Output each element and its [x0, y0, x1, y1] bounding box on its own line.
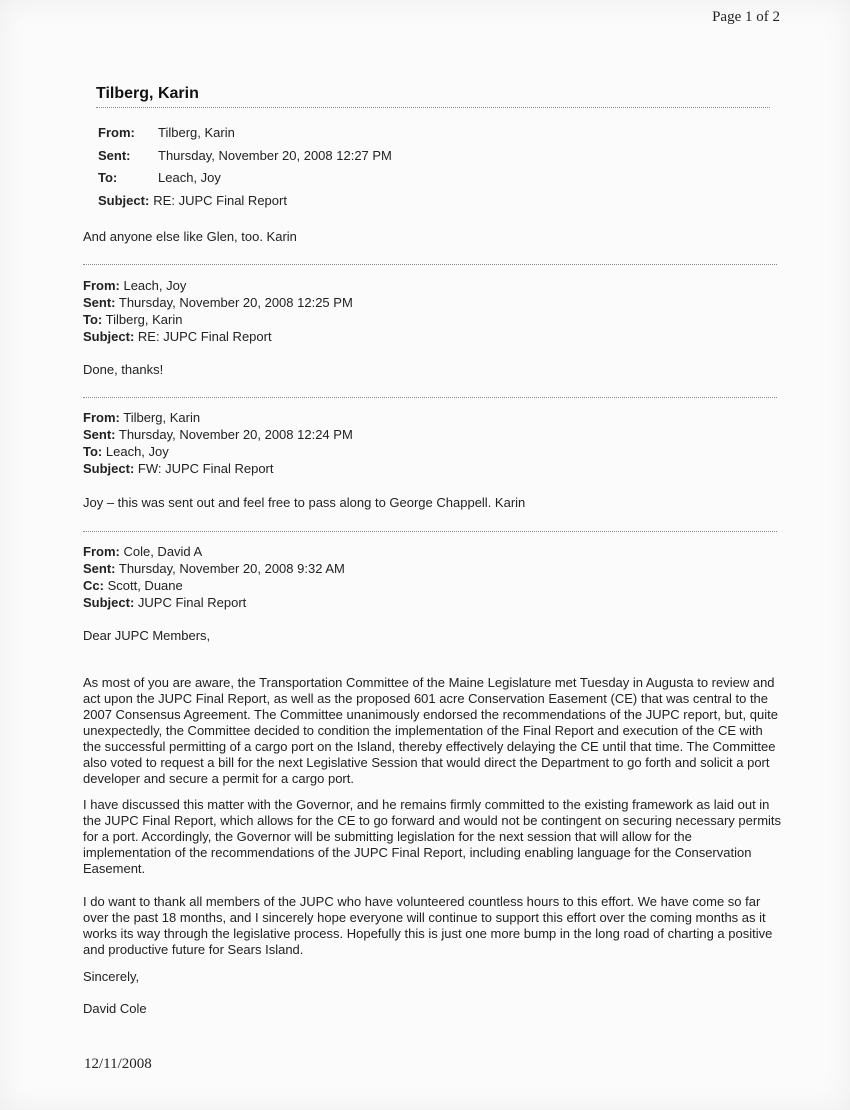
from-value: Leach, Joy [123, 278, 187, 293]
from-label: From: [83, 544, 120, 559]
subject-label: Subject: [83, 595, 135, 610]
subject-label: Subject: [98, 192, 150, 208]
from-value: Cole, David A [123, 544, 203, 559]
page-number: Page 1 of 2 [712, 9, 780, 25]
sent-value: Thursday, November 20, 2008 12:27 PM [158, 147, 392, 163]
cc-label: Cc: [83, 578, 104, 593]
reply-1-header [83, 277, 353, 345]
sent-value: Thursday, November 20, 2008 9:32 AM [118, 561, 345, 576]
to-label: To: [83, 444, 103, 459]
subject-value: FW: JUPC Final Report [137, 461, 274, 476]
from-value: Tilberg, Karin [123, 410, 201, 425]
from-value: Tilberg, Karin [158, 125, 235, 140]
to-label: To: [98, 170, 118, 185]
to-value: Leach, Joy [158, 170, 221, 185]
heading-divider [96, 107, 770, 108]
sent-label: Sent: [83, 295, 116, 310]
from-label: From: [83, 278, 120, 293]
body-paragraph-2: I have discussed this matter with the Governor, and he remains firmly committed to the existing framework as laid out in the JUPC Final Report, which allows for the CE to go forward and would not be contingent on securing necessary permits for a port. Accordingly, the Governor will be submitting legislation for the next session that will allow for the implementation of the recommendations of the JUPC Final Report, including enabling language for the Conservation Easement. [83, 797, 782, 876]
original-divider [83, 531, 777, 532]
subject-value: RE: JUPC Final Report [153, 192, 287, 208]
subject-row [98, 190, 392, 213]
sender-heading: Tilberg, Karin [96, 85, 199, 102]
to-value: Tilberg, Karin [105, 312, 183, 327]
reply-1-divider [83, 264, 777, 265]
sent-label: Sent: [83, 561, 116, 576]
subject-label: Subject: [83, 461, 135, 476]
cc-value: Scott, Duane [107, 578, 183, 593]
sent-label: Sent: [98, 147, 131, 163]
reply-2-divider [83, 397, 777, 398]
top-message-header [98, 122, 392, 212]
subject-value: RE: JUPC Final Report [137, 329, 272, 344]
reply-2-header [83, 409, 353, 477]
from-label: From: [98, 125, 135, 140]
to-value: Leach, Joy [105, 444, 169, 459]
reply-2-body: Joy – this was sent out and feel free to pass along to George Chappell. Karin [83, 495, 526, 510]
reply-1-body: Done, thanks! [83, 362, 164, 377]
sent-value: Thursday, November 20, 2008 12:25 PM [118, 295, 353, 310]
closing: Sincerely, [83, 969, 140, 984]
top-message-body: And anyone else like Glen, too. Karin [83, 229, 297, 244]
to-label: To: [83, 312, 103, 327]
from-label: From: [83, 410, 120, 425]
sent-row [98, 145, 392, 168]
body-paragraph-3: I do want to thank all members of the JUPC who have volunteered countless hours to this effort. We have come so far over the past 18 months, and I sincerely hope everyone will continue to support this effort over the coming months as it works its way through the legislative process. Hopefully this is just one more bump in the long road of charting a positive and productive future for Sears Island. [83, 894, 773, 957]
body-paragraph-1: As most of you are aware, the Transportation Committee of the Maine Legislature met Tuesday in Augusta to review and act upon the JUPC Final Report, as well as the proposed 601 acre Conservation Easement (CE) that was central to the 2007 Consensus Agreement. The Committee unanimously endorsed the recommendations of the JUPC report, but, quite unexpectedly, the Committee decided to condition the implementation of the Final Report and execution of the CE with the successful permitting of a cargo port on the Island, thereby effectively delaying the CE until that time. The Committee also voted to request a bill for the next Legislative Session that would direct the Department to go forth and solicit a port developer and secure a permit for a cargo port. [83, 675, 778, 786]
signature: David Cole [83, 1001, 147, 1016]
salutation: Dear JUPC Members, [83, 628, 211, 643]
footer-date: 12/11/2008 [84, 1056, 152, 1072]
subject-value: JUPC Final Report [137, 595, 247, 610]
from-row [98, 122, 392, 145]
subject-label: Subject: [83, 329, 135, 344]
sent-label: Sent: [83, 427, 116, 442]
sent-value: Thursday, November 20, 2008 12:24 PM [118, 427, 353, 442]
original-header [83, 543, 345, 611]
to-row [98, 167, 392, 190]
